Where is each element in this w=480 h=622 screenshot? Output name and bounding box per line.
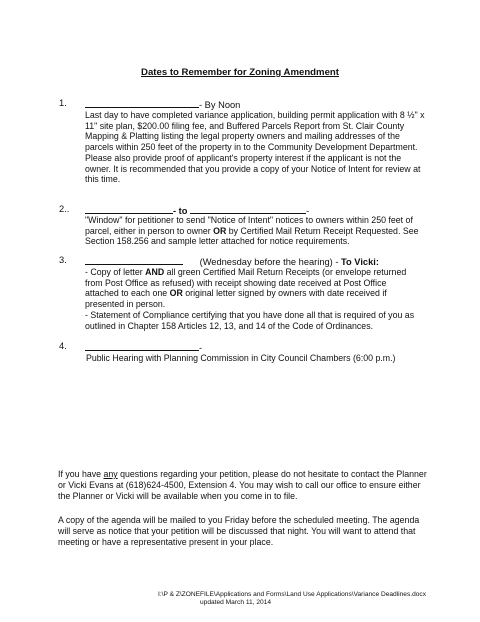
file-path: I:\P & Z\ZONEFILE\Applications and Forms\Land Use Applications\Variance Deadlines.docx [158,591,427,598]
item-2-suffix: - [306,206,310,216]
bullet-1-part-a: - Copy of letter [85,267,146,277]
item-3-suffix: (Wednesday before the hearing) - [199,257,342,267]
item-1-suffix: - By Noon [199,100,241,110]
item-1-number: 1. [59,98,67,108]
item-4-body: Public Hearing with Planning Commission in City Council Chambers (6:00 p.m.) [86,353,396,363]
bullet-1-part-b: all green Certified Mail Return Receipts (or envelope returned from Post Office as refused) with receipt showing date received at Post Office attached to each one [85,267,407,299]
item-4-number: 4. [59,341,67,351]
item-1-heading-line [85,98,240,110]
date-blank [85,255,183,265]
item-3-to-vicki: To Vicki: [341,257,379,267]
item-4-heading-line [85,341,202,353]
bullet-1-and-emphasis: AND [145,267,165,277]
item-2-number: 2.. [59,204,70,214]
item-3-bullet-2: - Statement of Compliance certifying that you have done all that is required of you as outlined in Chapter 158 Articles 12, 13, and 14 of the Code of Ordinances. [85,310,415,331]
document-title: Dates to Remember for Zoning Amendment [141,67,339,78]
bullet-1-part-c: original letter signed by owners with date received if presented in person. [85,288,387,310]
item-4-suffix: - [199,343,203,353]
updated-date: updated March 11, 2014 [200,599,271,606]
agenda-paragraph: A copy of the agenda will be mailed to you Friday before the scheduled meeting. The agenda will serve as notice that your petition will be discussed that night. You will want to attend that meeting or have a representative present in your place. [58,515,420,547]
item-3-bullet-1 [85,267,407,310]
any-emphasis: any [103,469,118,479]
item-2-body-part2: by Certified Mail Return Receipt Requested. See Section 158.256 and sample letter attached for notice requirements. [85,225,419,247]
item-1-body: Last day to have completed variance application, building permit application with 8 ½" x 11" site plan, $200.00 filing fee, and Buffered Parcels Report from St. Clair County Mapping & Platting listing the legal property owners and mailing addresses of the parcels within 250 feet of the property in to the Community Development Department. Please also provide proof of applicant's property interest if the applicant is not the owner. It is recommended that you provide a copy of your Notice of Intent for review at this time. [85,110,425,185]
contact-part-a: If you have [58,469,104,479]
item-2-body [85,215,430,247]
item-2-or-emphasis: OR [213,225,227,236]
start-date-blank [85,204,173,214]
item-2-body-part1: "Window" for petitioner to send "Notice of Intent" notices to owners within 250 feet of parcel, either in person to owner [85,215,413,236]
contact-paragraph [58,469,428,501]
bullet-1-or-emphasis: OR [169,288,183,299]
contact-part-b: questions regarding your petition, please do not hesitate to contact the Planner or Vicki Evans at (618)624-4500, Extension 4. You may wish to call our office to ensure either the Planner or Vicki will be available when you come in to file. [58,469,427,501]
item-2-to-label: - to [173,206,188,216]
item-3-heading-line [85,255,379,267]
item-3-number: 3. [59,255,67,265]
end-date-blank [190,204,306,214]
date-blank [85,341,199,351]
date-blank [85,98,199,108]
